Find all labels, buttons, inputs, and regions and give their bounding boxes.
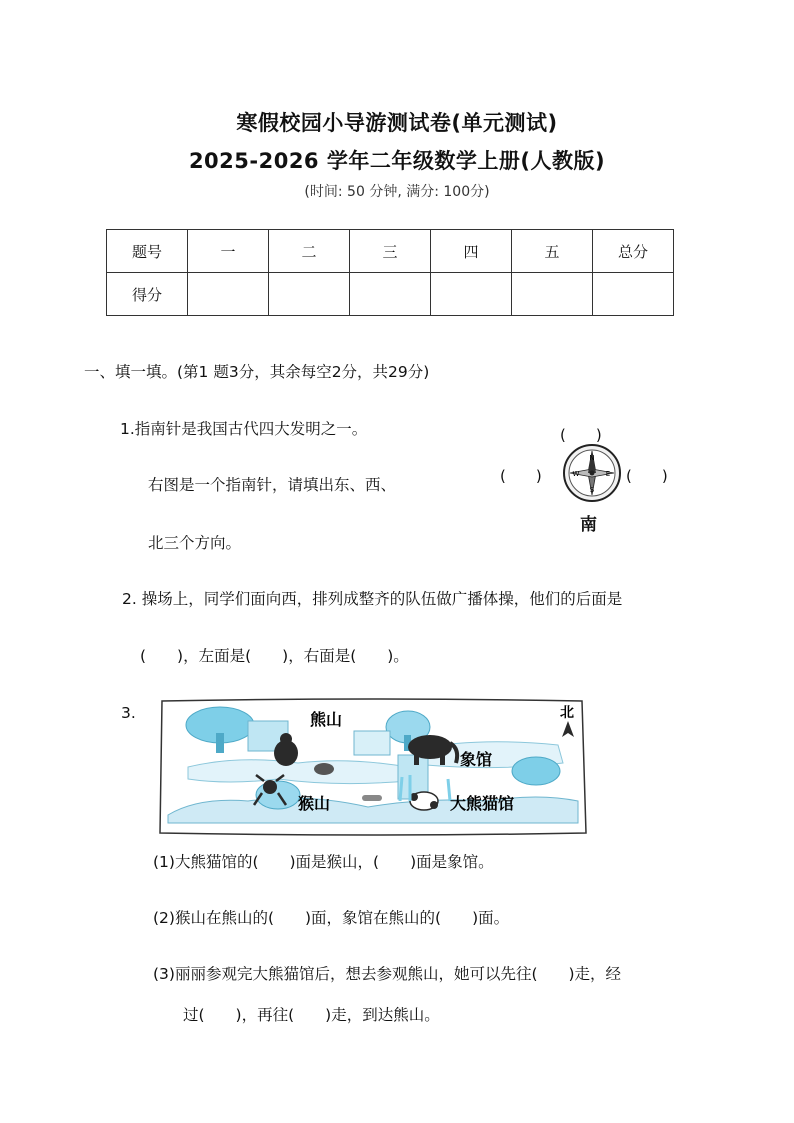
compass-south-label: 南	[580, 515, 597, 535]
score-cell: 题号	[107, 230, 188, 273]
score-input-cell[interactable]	[431, 273, 512, 316]
exam-subtitle-grade: 2025-2026 学年二年级数学上册(人教版)	[188, 149, 606, 173]
compass-letter-s: S	[589, 486, 595, 494]
question-2-line-1: 2. 操场上，同学们面向西，排列成整齐的队伍做广播体操，他们的后面是	[122, 590, 623, 608]
score-input-cell[interactable]	[593, 273, 674, 316]
map-label-elephant: 象馆	[460, 750, 493, 769]
zoo-map	[158, 697, 588, 837]
score-input-cell[interactable]	[512, 273, 593, 316]
question-3-number: 3.	[121, 704, 136, 722]
score-cell: 四	[431, 230, 512, 273]
score-cell: 一	[188, 230, 269, 273]
map-label-panda: 大熊猫馆	[450, 794, 515, 813]
compass-left-blank[interactable]: ( )	[500, 467, 542, 485]
question-1-line-3: 北三个方向。	[148, 534, 242, 552]
compass-letter-n: N	[589, 454, 595, 462]
question-3-sub-1: (1)大熊猫馆的( )面是猴山，( )面是象馆。	[153, 853, 494, 871]
score-cell: 三	[350, 230, 431, 273]
compass-top-blank[interactable]: ( )	[560, 426, 602, 444]
section-heading: 一、填一填。(第1 题3分，其余每空2分，共29分)	[84, 363, 430, 381]
question-1-line-2: 右图是一个指南针，请填出东、西、	[148, 476, 397, 494]
tree-icon	[512, 757, 560, 785]
compass-letter-e: E	[605, 470, 611, 478]
score-cell: 五	[512, 230, 593, 273]
exam-time-score: (时间: 50 分钟, 满分: 100分)	[304, 184, 490, 200]
question-1-line-1: 1.指南针是我国古代四大发明之一。	[120, 420, 368, 438]
question-3-sub-3-line-2: 过( )，再往( )走，到达熊山。	[183, 1006, 440, 1024]
compass-icon	[562, 443, 622, 503]
question-2-line-2: ( )，左面是( )，右面是( )。	[140, 647, 409, 665]
score-input-cell[interactable]	[269, 273, 350, 316]
compass-letter-w: W	[572, 470, 580, 478]
animal-icon	[314, 763, 334, 775]
map-label-north: 北	[560, 705, 574, 721]
score-input-cell[interactable]	[188, 273, 269, 316]
score-cell: 二	[269, 230, 350, 273]
map-label-monkey: 猴山	[298, 794, 331, 813]
question-3-sub-3-line-1: (3)丽丽参观完大熊猫馆后，想去参观熊山，她可以先往( )走，经	[153, 965, 622, 983]
score-table-score-row	[107, 273, 674, 316]
score-table-header-row	[107, 230, 674, 273]
question-3-sub-2: (2)猴山在熊山的( )面，象馆在熊山的( )面。	[153, 909, 510, 927]
compass-right-blank[interactable]: ( )	[626, 467, 668, 485]
map-label-bear-mountain: 熊山	[310, 710, 343, 729]
score-input-cell[interactable]	[350, 273, 431, 316]
panda-icon	[410, 792, 438, 810]
score-cell: 总分	[593, 230, 674, 273]
exam-title: 寒假校园小导游测试卷(单元测试)	[236, 111, 558, 135]
score-table	[106, 229, 674, 316]
score-cell: 得分	[107, 273, 188, 316]
